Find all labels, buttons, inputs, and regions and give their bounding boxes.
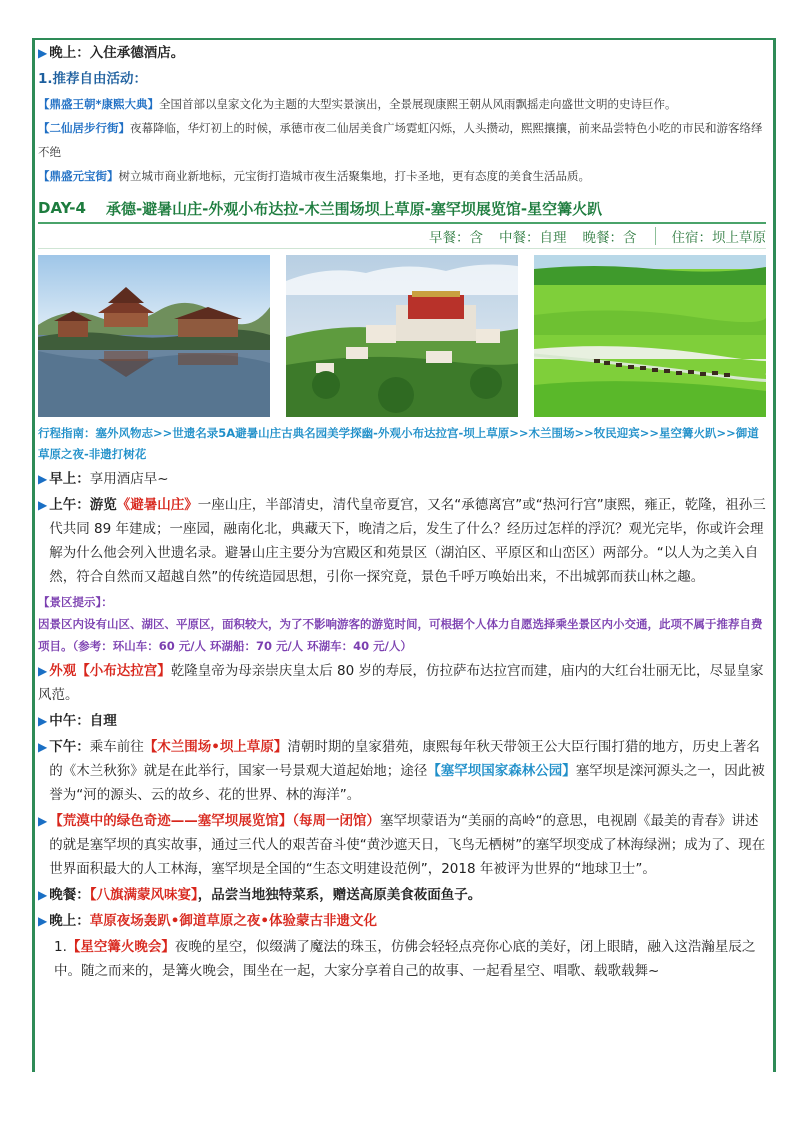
day-header	[38, 194, 766, 224]
morning-section: ▶ 上午：游览《避暑山庄》一座山庄，半部清史，清代皇帝夏宫，又名“承德离宫”或“热河行宫”康熙，雍正，乾隆，祖孙三代共同 89 年建成；一座园，融南化北，典藏天下，晚清之后，发生了什么？经历过怎样的浮沉？观光完毕，你或许会理解为什么他会列入世遗名录。避暑山庄主要分为宫殿区和苑景区（湖泊区、平原区和山峦区）两部分。“以人为之美入自然，符合自然而又超越自然”的传统造园思想，引你一探究竟，景色千呼万唤始出来，不出城郭而获山林之趣。	[38, 493, 766, 589]
evening-checkin: ▶ 晚上：入住承德酒店。	[38, 45, 185, 61]
free-item: 【二仙居步行街】夜幕降临，华灯初上的时候，承德市夜二仙居美食广场霓虹闪烁，人头攒动，熙熙攘攘，前来品尝特色小吃的市民和游客络绎不绝	[38, 121, 763, 159]
scenic-tip-heading: 【景区提示】：	[38, 595, 113, 609]
dinner-info: 晚餐：含	[582, 230, 637, 246]
stay-info: 住宿：坝上草原	[671, 230, 766, 246]
bonfire-item: 1.【星空篝火晚会】夜晚的星空，似缀满了魔法的珠玉，仿佛会轻轻点亮你心底的美好，闭上眼睛，融入这浩瀚星辰之中。随之而来的，是篝火晚会，围坐在一起，大家分享着自己的故事、一起看星空、唱歌、载歌载舞~	[54, 939, 756, 979]
triangle-bullet-icon: ▶	[38, 814, 48, 828]
meals-divider	[655, 227, 656, 245]
triangle-bullet-icon: ▶	[38, 46, 48, 60]
free-item: 【鼎盛王朝*康熙大典】全国首部以皇家文化为主题的大型实景演出，全景展现康熙王朝从风雨飘摇走向盛世文明的史诗巨作。	[38, 97, 677, 111]
summer-resort-photo	[38, 255, 270, 417]
breakfast-line: ▶ 早上：享用酒店早~	[38, 471, 169, 487]
triangle-bullet-icon: ▶	[38, 664, 48, 678]
dinner-line: ▶ 晚餐：【八旗满蒙风味宴】，品尝当地独特菜系，赠送高原美食莜面鱼子。	[38, 887, 482, 903]
itinerary-content	[38, 40, 766, 983]
museum-section: ▶ 【荒漠中的绿色奇迹——塞罕坝展览馆】（每周一闭馆）塞罕坝蒙语为“美丽的高岭“的意思，电视剧《最美的青春》讲述的就是塞罕坝的真实故事，通过三代人的艰苦奋斗使“黄沙遮天日，飞鸟无栖树”的塞罕坝变成了林海绿洲；成为了、现在世界面积最大的人工林海，塞罕坝是全国的“生态文明建设范例”，2018 年被评为世界的“地球卫士”。	[38, 809, 766, 881]
potala-line: ▶ 外观【小布达拉宫】乾隆皇帝为母亲崇庆皇太后 80 岁的寿辰，仿拉萨布达拉宫而建，庙内的大红台壮丽无比，尽显皇家风范。	[38, 663, 764, 703]
day-title: 承德-避暑山庄-外观小布达拉-木兰围场坝上草原-塞罕坝展览馆-星空篝火趴	[105, 199, 603, 218]
night-line: ▶ 晚上：草原夜场轰趴•御道草原之夜•体验蒙古非遗文化	[38, 913, 377, 929]
meals-row	[38, 224, 766, 249]
free-item: 【鼎盛元宝街】树立城市商业新地标，元宝街打造城市夜生活聚集地，打卡圣地，更有态度的美食生活品质。	[38, 169, 590, 183]
triangle-bullet-icon: ▶	[38, 888, 48, 902]
day-number: DAY-4	[38, 199, 86, 217]
triangle-bullet-icon: ▶	[38, 914, 48, 928]
triangle-bullet-icon: ▶	[38, 498, 48, 512]
triangle-bullet-icon: ▶	[38, 740, 48, 754]
scenic-tip: 因景区内设有山区、湖区、平原区，面积较大，为了不影响游客的游览时间，可根据个人体力自愿选择乘坐景区内小交通，此项不属于推荐自费项目。（参考：环山车：60 元/人 环湖船：70 元/人 环湖车：40 元/人）	[38, 617, 763, 653]
afternoon-section: ▶ 下午：乘车前往【木兰围场•坝上草原】清朝时期的皇家猎苑，康熙每年秋天带领王公大臣行围打猎的地方，历史上著名的《木兰秋狝》就是在此举行，国家一号景观大道起始地；途径【塞罕坝国家森林公园】塞罕坝是滦河源头之一，因此被誉为“河的源头、云的故乡、花的世界、林的海洋”。	[38, 735, 766, 807]
free-activity-heading: 1.推荐自由活动：	[38, 71, 148, 87]
bashang-grassland-photo	[534, 255, 766, 417]
triangle-bullet-icon: ▶	[38, 714, 48, 728]
lunch-info: 中餐：自理	[499, 230, 567, 246]
lunch-line: ▶ 中午：自理	[38, 713, 117, 729]
little-potala-photo	[286, 255, 518, 417]
photo-strip	[38, 255, 766, 417]
triangle-bullet-icon: ▶	[38, 472, 48, 486]
route-guide: 行程指南：塞外风物志>>世遗名录5A避暑山庄古典名园美学探幽-外观小布达拉宫-坝上草原>>木兰围场>>牧民迎宾>>星空篝火趴>>御道草原之夜-非遗打树花	[38, 426, 759, 461]
breakfast-info: 早餐：含	[429, 230, 483, 246]
